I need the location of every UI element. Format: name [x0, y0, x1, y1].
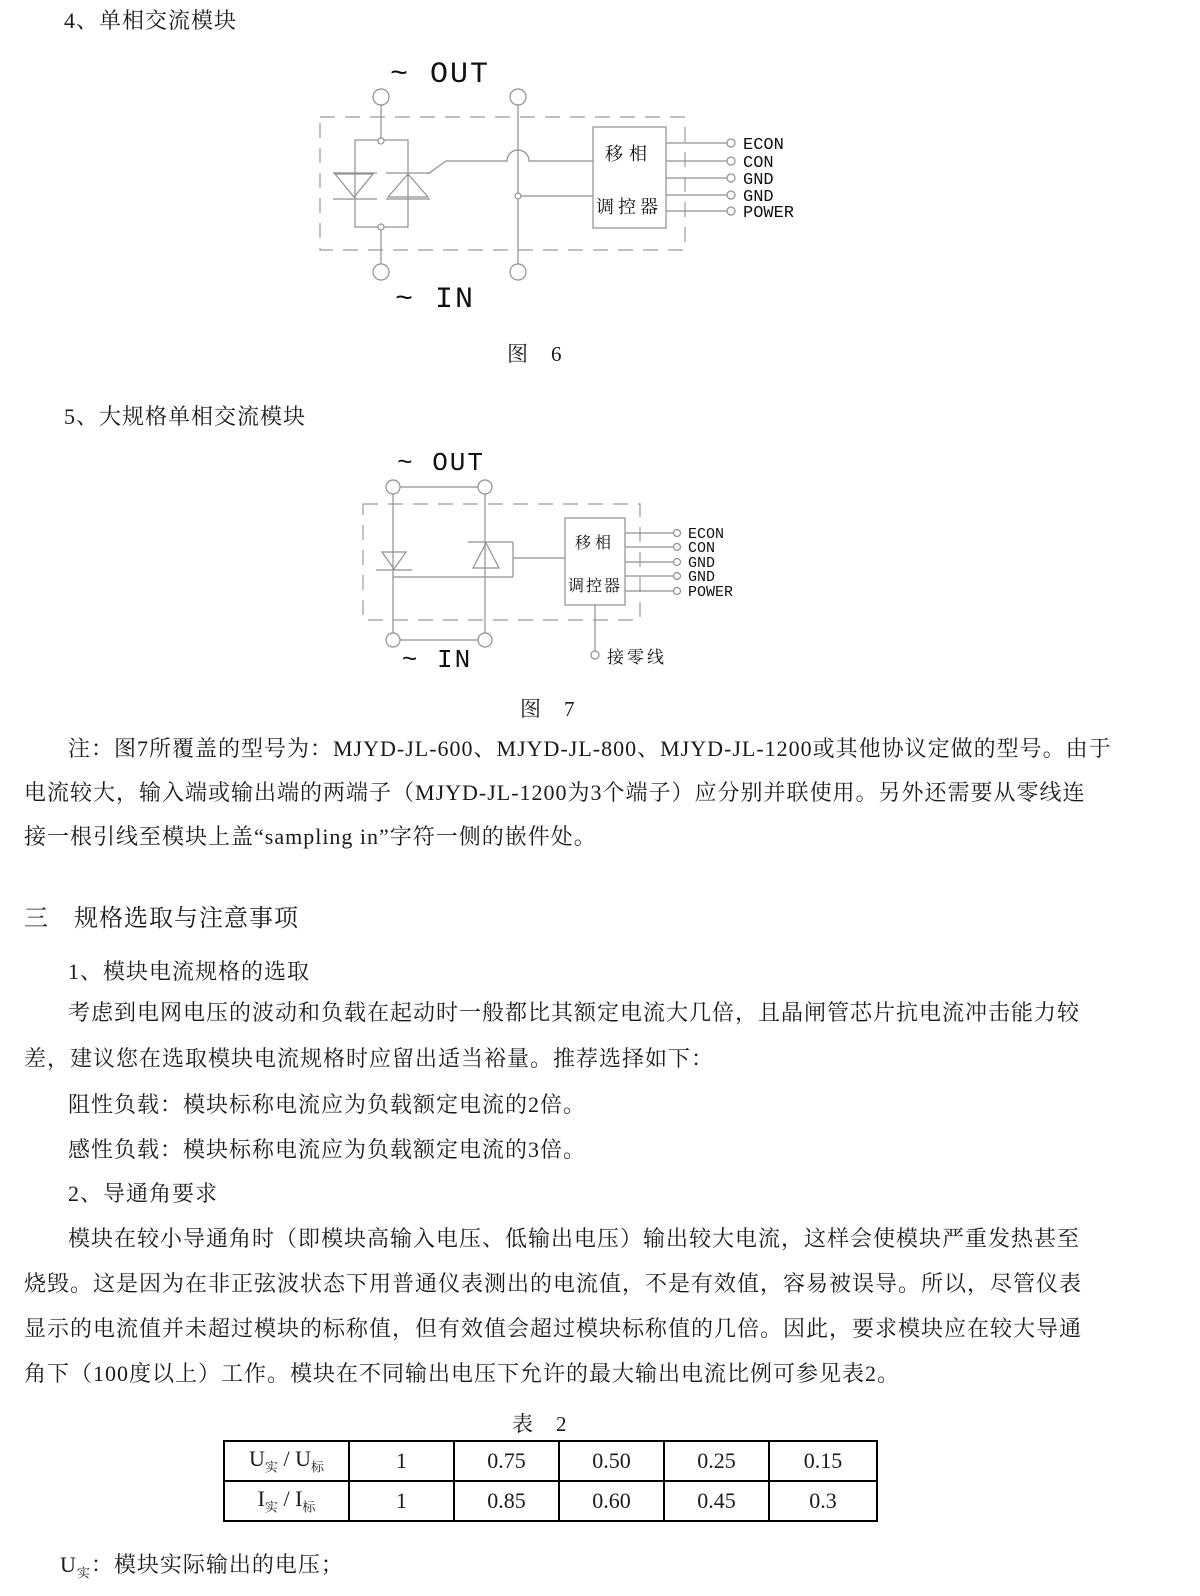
fig7-in-label: ~ IN: [401, 645, 473, 675]
fig6-controller-text-2: 调控器: [596, 197, 662, 217]
figure7-diagram: [330, 440, 800, 680]
section3-item2-title: 2、导通角要求: [68, 1181, 219, 1206]
row2-value-2: 0.85: [454, 1481, 559, 1521]
fig7-controller-text-2: 调控器: [567, 578, 623, 595]
fig7-neutral-label: 接零线: [607, 648, 667, 667]
fig6-controller-text-1: 移相: [605, 144, 653, 164]
fig6-pin-econ: ECON: [743, 136, 784, 155]
para1-line-1: 考虑到电网电压的波动和负载在起动时一般都比其额定电流大几倍，且晶闸管芯片抗电流冲击能力较: [68, 1000, 1081, 1025]
figure6-caption: 图 6: [507, 342, 563, 366]
row2-value-1: 1: [349, 1481, 454, 1521]
fig7-module-outline: [363, 504, 640, 620]
fig7-pin-con: CON: [688, 540, 716, 557]
fig6-out-terminal-2: [510, 89, 526, 105]
fig6-module-outline: [320, 117, 685, 250]
footnote-sub: 实: [76, 1565, 91, 1581]
row2-label: [224, 1481, 349, 1521]
row2-label-sub2: 标: [302, 1499, 316, 1515]
row2-label-base2: I: [295, 1486, 303, 1512]
fig7-pin-econ: ECON: [688, 526, 725, 543]
fig6-pin-labels: [743, 136, 794, 223]
fig6-pin-con: CON: [743, 154, 774, 173]
inductive-load-line: 感性负载：模块标称电流应为负载额定电流的3倍。: [68, 1137, 587, 1162]
figure6-diagram: [300, 40, 800, 332]
fig6-thyristor-symbol: [333, 138, 430, 230]
para2-line-1: 模块在较小导通角时（即模块高输入电压、低输出电压）输出较大电流，这样会使模块严重发热甚至: [68, 1226, 1081, 1251]
fig7-gate-wire: [393, 542, 565, 577]
fig6-in-terminal-2: [510, 264, 526, 280]
fig6-in-label: ~ IN: [394, 283, 476, 317]
fig7-in-terminal-1: [386, 633, 400, 647]
table-row: [224, 1481, 877, 1521]
row1-label-sub1: 实: [264, 1459, 278, 1475]
figure7-caption: 图 7: [520, 697, 576, 721]
para2-line-2: 烧毁。这是因为在非正弦波状态下用普通仪表测出的电流值，不是有效值，容易被误导。所以，尽管仪表: [24, 1271, 1083, 1296]
table2: [223, 1440, 878, 1522]
section5-title: 5、大规格单相交流模块: [64, 404, 307, 429]
row1-value-2: 0.75: [454, 1441, 559, 1481]
row2-value-3: 0.60: [559, 1481, 664, 1521]
fig7-out-terminal-1: [386, 480, 400, 494]
fig7-pin-power: POWER: [688, 584, 734, 601]
note-line-2: 电流较大，输入端或输出端的两端子（MJYD-JL-1200为3个端子）应分别并联使用。另外还需要从零线连: [24, 780, 1086, 805]
fig6-out-label: ~ OUT: [389, 58, 491, 92]
para2-line-4: 角下（100度以上）工作。模块在不同输出电压下允许的最大输出电流比例可参见表2。: [24, 1361, 901, 1386]
row1-value-5: 0.15: [769, 1441, 877, 1481]
row1-value-4: 0.25: [664, 1441, 769, 1481]
section3-item1-title: 1、模块电流规格的选取: [68, 959, 311, 984]
table2-caption: 表 2: [512, 1412, 568, 1436]
fig7-in-terminal-2: [478, 633, 492, 647]
row1-label-sep: /: [277, 1446, 296, 1472]
resistive-load-line: 阻性负载：模块标称电流应为负载额定电流的2倍。: [68, 1092, 587, 1117]
para2-line-3: 显示的电流值并未超过模块的标称值，但有效值会超过模块标称值的几倍。因此，要求模块应在较大导通: [24, 1316, 1083, 1341]
table-row: [224, 1441, 877, 1481]
fig7-controller-text-1: 移相: [574, 535, 616, 552]
fig6-pin-gnd1: GND: [743, 171, 774, 190]
note-line-3: 接一根引线至模块上盖“sampling in”字符一侧的嵌件处。: [24, 824, 597, 849]
row2-label-base1: I: [257, 1486, 265, 1512]
row1-label-base2: U: [295, 1446, 311, 1472]
fig6-gate-wire: [428, 150, 593, 174]
para1-line-2: 差，建议您在选取模块电流规格时应留出适当裕量。推荐选择如下：: [24, 1046, 715, 1071]
fig6-pin-gnd2: GND: [743, 188, 774, 207]
fig7-pin-labels: [688, 526, 733, 601]
row2-label-sub1: 实: [264, 1499, 278, 1515]
row1-value-1: 1: [349, 1441, 454, 1481]
fig7-out-terminal-2: [478, 480, 492, 494]
row1-label-base1: U: [249, 1446, 265, 1472]
fig6-pin-leads: [666, 139, 735, 215]
row1-label-sub2: 标: [310, 1459, 324, 1475]
row2-value-4: 0.45: [664, 1481, 769, 1521]
fig7-neutral-terminal: [591, 651, 599, 659]
row1-label: [224, 1441, 349, 1481]
fig7-out-label: ~ OUT: [396, 448, 486, 478]
fig6-junction-dot: [515, 193, 521, 199]
fig7-pin-gnd2: GND: [688, 569, 716, 586]
row1-value-3: 0.50: [559, 1441, 664, 1481]
footnote-text: ：模块实际输出的电压；: [90, 1552, 344, 1577]
fig6-out-terminal-1: [373, 89, 389, 105]
fig6-pin-power: POWER: [743, 204, 795, 223]
footnote-u-actual: [60, 1548, 344, 1581]
section4-title: 4、单相交流模块: [64, 8, 238, 33]
footnote-base: U: [60, 1552, 77, 1577]
fig7-pin-gnd1: GND: [688, 555, 716, 572]
fig6-in-terminal-1: [373, 264, 389, 280]
row2-value-5: 0.3: [769, 1481, 877, 1521]
fig7-pin-leads: [625, 530, 681, 595]
note-line-1: 注：图7所覆盖的型号为：MJYD-JL-600、MJYD-JL-800、MJYD-JL-1200或其他协议定做的型号。由于: [68, 736, 1112, 761]
section3-title: 三 规格选取与注意事项: [24, 906, 299, 932]
row2-label-sep: /: [277, 1486, 296, 1512]
